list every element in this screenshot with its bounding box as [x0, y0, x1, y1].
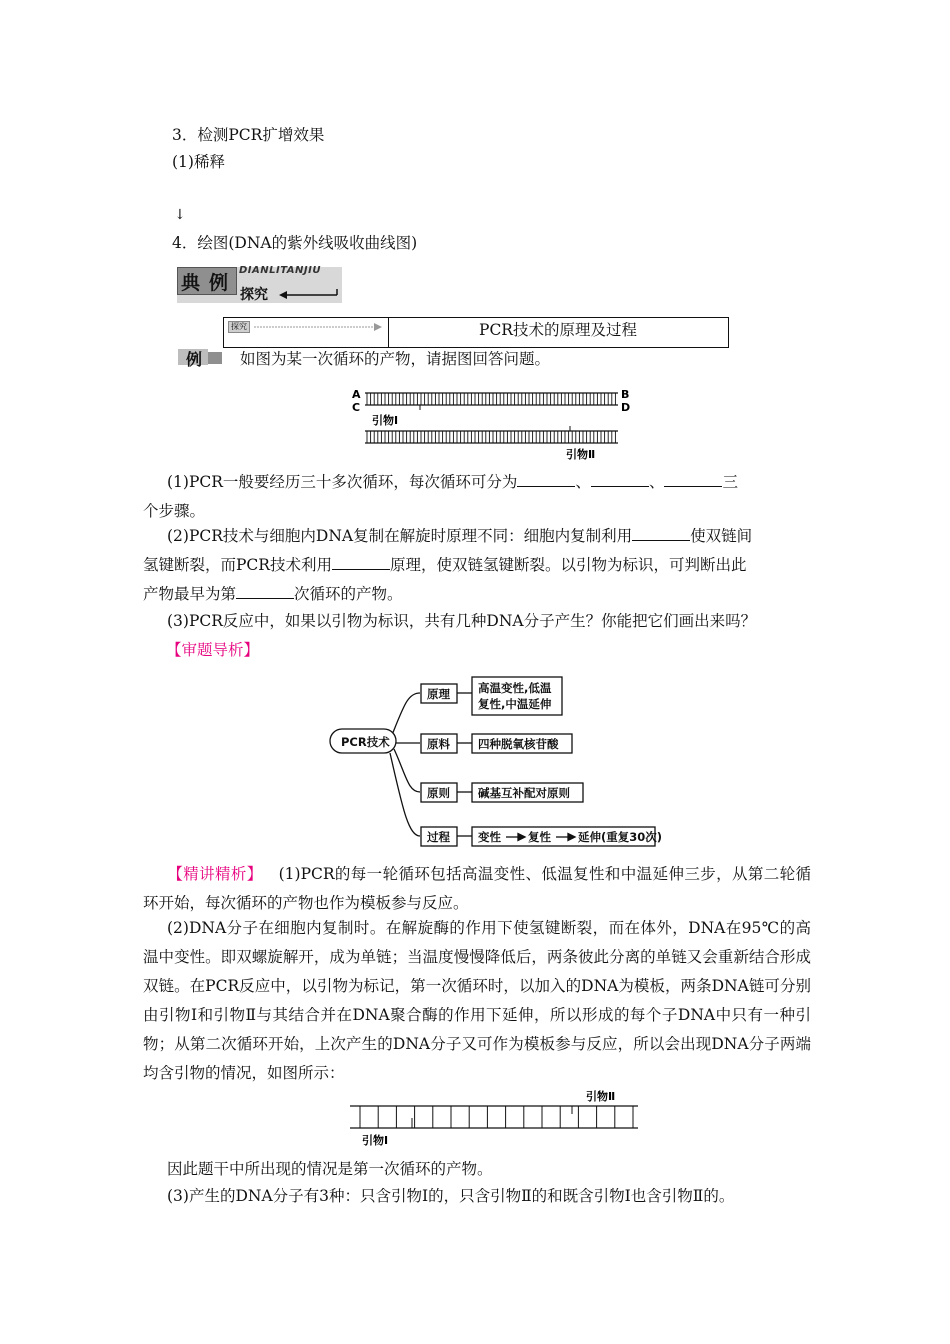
example-prompt: 如图为某一次循环的产物，请据图回答问题。	[240, 350, 551, 368]
answer-blank-2[interactable]	[591, 472, 649, 487]
section3-step1: (1)稀释	[172, 153, 225, 171]
fig1-label-b: B	[621, 388, 630, 401]
mindmap-material-detail: 四种脱氧核苷酸	[478, 737, 559, 751]
section3-title: 3．检测PCR扩增效果	[172, 126, 325, 144]
fig1-label-c: C	[352, 401, 361, 414]
banner-char-1: 典	[181, 272, 201, 294]
answer-blank-1[interactable]	[517, 472, 575, 487]
fig1-top-duplex	[365, 393, 618, 410]
explanation-p3: 因此题干中所出现的情况是第一次循环的产物。	[167, 1160, 493, 1178]
mindmap-rule-detail: 碱基互补配对原则	[478, 786, 570, 800]
fig2-primer1: 引物Ⅰ	[362, 1134, 389, 1147]
explanation-p2: (2)DNA分子在细胞内复制时。在解旋酶的作用下使氢键断裂，而在体外，DNA在95℃的高温中变性。即双螺旋解开，成为单链；当温度慢慢降低后，两条彼此分离的单链又会重新结合形成双链。在PCR反应中，以引物为标记，第一次循环时，以加入的DNA为模板，两条DNA链可分别由引物Ⅰ和引物Ⅱ与其结合并在DNA聚合酶的作用下延伸，所以形成的每个子DNA中只有一种引物；从第二次循环开始，上次产生的DNA分子又可作为模板参与反应，所以会出现DNA分子两端均含引物的情况，如图所示：	[143, 919, 811, 1082]
mindmap-branch-material: 原料	[427, 737, 450, 751]
question-2: (2)PCR技术与细胞内DNA复制在解旋时原理不同：细胞内复制利用 使双链间 氢键断裂，而PCR技术利用 原理，使双链氢键断裂。以引物为标识，可判断出此 产物最早为第 次循环的产物。	[143, 527, 753, 603]
example-badge	[178, 347, 222, 367]
pcr-mindmap	[328, 675, 668, 850]
topic-box	[223, 317, 729, 348]
mindmap-principle-line2: 复性,中温延伸	[478, 697, 552, 711]
banner-subtitle: 探究	[240, 287, 268, 303]
explanation-p4: (3)产生的DNA分子有3种：只含引物Ⅰ的，只含引物Ⅱ的和既含引物Ⅰ也含引物Ⅱ的。	[167, 1187, 735, 1205]
dna-figure-2	[348, 1088, 643, 1148]
question-1: (1)PCR一般要经历三十多次循环，每次循环可分为 、 、 三 个步骤。	[143, 473, 738, 520]
mindmap-center: PCR技术	[341, 735, 390, 749]
answer-blank-4[interactable]	[632, 526, 690, 541]
fig1-label-d: D	[621, 401, 631, 414]
answer-blank-6[interactable]	[236, 584, 294, 599]
explanation-p1: 【精讲精析】 (1)PCR的每一轮循环包括高温变性、低温复性和中温延伸三步，从第二轮循环开始，每次循环的产物也作为模板参与反应。	[143, 865, 812, 912]
topic-title: PCR技术的原理及过程	[479, 321, 637, 339]
banner-pinyin: DIANLITANJIU	[239, 265, 321, 276]
mindmap-principle-line1: 高温变性,低温	[478, 681, 552, 695]
question-3: (3)PCR反应中，如果以引物为标识，共有几种DNA分子产生？你能把它们画出来吗？	[167, 612, 757, 630]
banner-arrow-icon	[277, 289, 339, 301]
fig2-duplex	[350, 1106, 638, 1128]
down-arrow-icon: ↓	[174, 207, 186, 223]
answer-blank-5[interactable]	[332, 555, 390, 570]
fig1-primer1: 引物Ⅰ	[372, 414, 399, 427]
mindmap-branch-rule: 原则	[427, 786, 450, 800]
section4-title: 4．绘图(DNA的紫外线吸收曲线图)	[172, 234, 418, 252]
analysis-heading: 【审题导析】	[166, 641, 260, 659]
dna-figure-1	[348, 386, 638, 466]
example-badge-label: 例	[186, 350, 203, 369]
mindmap-branch-principle: 原理	[427, 687, 450, 701]
fig2-primer2: 引物Ⅱ	[586, 1090, 616, 1103]
example-banner	[177, 264, 342, 306]
mindmap-branch-process: 过程	[427, 830, 450, 844]
fig1-primer2: 引物Ⅱ	[566, 448, 596, 461]
topic-arrow-icon	[254, 322, 384, 332]
mindmap-step-anneal: 复性	[528, 830, 551, 844]
mindmap-step-extend: 延伸(重复30次)	[578, 830, 663, 844]
banner-char-2: 例	[209, 272, 229, 294]
topic-tag: 探究	[228, 321, 250, 333]
mindmap-step-denature: 变性	[478, 830, 501, 844]
explanation-heading: 【精讲精析】	[167, 865, 263, 883]
answer-blank-3[interactable]	[664, 472, 722, 487]
fig1-label-a: A	[352, 388, 361, 401]
fig1-bottom-duplex	[365, 426, 618, 443]
